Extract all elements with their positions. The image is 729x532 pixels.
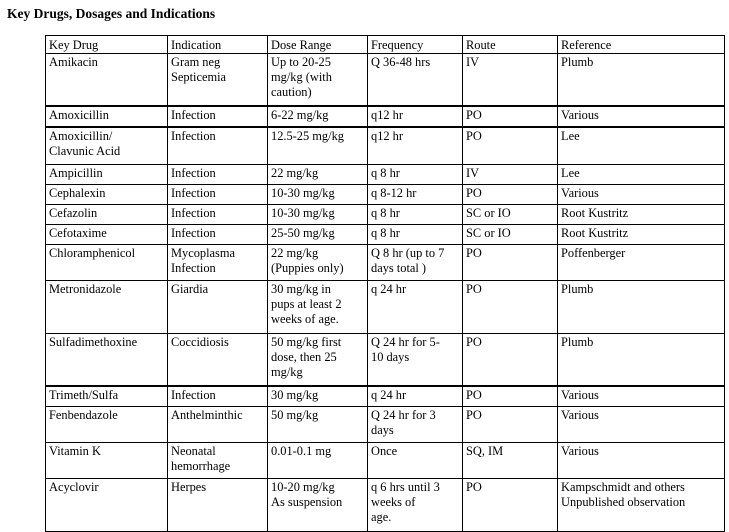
- cell-text: Q 24 hr for 5- 10 days: [371, 335, 440, 364]
- cell-text: Coccidiosis: [171, 335, 229, 349]
- cell-text: q12 hr: [371, 129, 404, 143]
- cell-drug: [46, 54, 168, 107]
- cell-dose: [268, 407, 368, 443]
- cell-text: Q 36-48 hrs: [371, 55, 431, 69]
- cell-drug: [46, 165, 168, 185]
- cell-indication: [168, 225, 268, 245]
- cell-text: Root Kustritz: [561, 226, 629, 240]
- cell-frequency: [368, 334, 463, 387]
- cell-dose: [268, 54, 368, 107]
- cell-text: q 8 hr: [371, 226, 400, 240]
- cell-drug: [46, 443, 168, 479]
- cell-text: 30 mg/kg: [271, 388, 319, 402]
- table-row: [46, 205, 725, 225]
- cell-reference: [558, 225, 725, 245]
- cell-frequency: [368, 479, 463, 532]
- cell-text: Root Kustritz: [561, 206, 629, 220]
- cell-text: Poffenberger: [561, 246, 626, 260]
- cell-text: Vitamin K: [49, 444, 101, 458]
- cell-text: q 8 hr: [371, 206, 400, 220]
- table-row: [46, 127, 725, 165]
- cell-text: Gram neg Septicemia: [171, 55, 227, 84]
- table-body: [46, 54, 725, 532]
- cell-indication: [168, 205, 268, 225]
- cell-text: q 24 hr: [371, 282, 407, 296]
- cell-text: IV: [466, 55, 480, 69]
- cell-text: Lee: [561, 166, 580, 180]
- cell-route: [463, 54, 558, 107]
- cell-text: 10-30 mg/kg: [271, 206, 335, 220]
- drug-table: [45, 35, 725, 532]
- cell-text: Herpes: [171, 480, 207, 494]
- cell-text: 10-20 mg/kg As suspension: [271, 480, 343, 509]
- cell-text: Q 24 hr for 3 days: [371, 408, 436, 437]
- cell-text: Various: [561, 408, 599, 422]
- page-title: Key Drugs, Dosages and Indications: [7, 6, 216, 21]
- header-indication: Indication: [168, 36, 268, 54]
- cell-text: Infection: [171, 129, 216, 143]
- cell-reference: [558, 205, 725, 225]
- table-header-row: [46, 36, 725, 54]
- cell-text: q 8 hr: [371, 166, 400, 180]
- cell-indication: [168, 479, 268, 532]
- cell-text: 50 mg/kg: [271, 408, 319, 422]
- cell-text: 50 mg/kg first dose, then 25 mg/kg: [271, 335, 342, 379]
- cell-reference: [558, 281, 725, 334]
- cell-indication: [168, 165, 268, 185]
- cell-text: PO: [466, 480, 482, 494]
- cell-drug: [46, 407, 168, 443]
- cell-reference: [558, 407, 725, 443]
- cell-text: Infection: [171, 186, 216, 200]
- cell-drug: [46, 281, 168, 334]
- cell-text: Infection: [171, 166, 216, 180]
- cell-text: q 24 hr: [371, 388, 407, 402]
- cell-text: Neonatal hemorrhage: [171, 444, 231, 473]
- cell-frequency: [368, 386, 463, 407]
- cell-route: [463, 205, 558, 225]
- cell-text: Mycoplasma Infection: [171, 246, 236, 275]
- cell-drug: [46, 127, 168, 165]
- table-row: [46, 185, 725, 205]
- cell-route: [463, 281, 558, 334]
- cell-text: Amoxicillin: [49, 108, 109, 122]
- cell-frequency: [368, 165, 463, 185]
- cell-drug: [46, 334, 168, 387]
- cell-frequency: [368, 407, 463, 443]
- cell-text: Various: [561, 108, 599, 122]
- cell-text: Various: [561, 186, 599, 200]
- cell-dose: [268, 334, 368, 387]
- cell-text: Amikacin: [49, 55, 98, 69]
- cell-text: Infection: [171, 226, 216, 240]
- cell-text: q 8-12 hr: [371, 186, 417, 200]
- cell-dose: [268, 225, 368, 245]
- table-row: [46, 479, 725, 532]
- cell-frequency: [368, 245, 463, 281]
- cell-text: Cefotaxime: [49, 226, 107, 240]
- cell-text: Various: [561, 444, 599, 458]
- cell-text: Plumb: [561, 282, 594, 296]
- cell-frequency: [368, 185, 463, 205]
- cell-route: [463, 185, 558, 205]
- table-row: [46, 245, 725, 281]
- header-frequency: Frequency: [368, 36, 463, 54]
- cell-text: PO: [466, 129, 482, 143]
- cell-frequency: [368, 281, 463, 334]
- cell-indication: [168, 443, 268, 479]
- cell-text: 22 mg/kg (Puppies only): [271, 246, 344, 275]
- cell-text: PO: [466, 282, 482, 296]
- cell-frequency: [368, 225, 463, 245]
- cell-text: q 6 hrs until 3 weeks of age.: [371, 480, 440, 524]
- cell-drug: [46, 225, 168, 245]
- cell-reference: [558, 54, 725, 107]
- table-row: [46, 386, 725, 407]
- cell-indication: [168, 407, 268, 443]
- cell-route: [463, 165, 558, 185]
- cell-text: 10-30 mg/kg: [271, 186, 335, 200]
- cell-text: Ampicillin: [49, 166, 103, 180]
- cell-text: PO: [466, 335, 482, 349]
- cell-text: Acyclovir: [49, 480, 99, 494]
- table-row: [46, 165, 725, 185]
- header-key-drug: Key Drug: [46, 36, 168, 54]
- cell-text: Up to 20-25 mg/kg (with caution): [271, 55, 332, 99]
- cell-route: [463, 127, 558, 165]
- cell-dose: [268, 245, 368, 281]
- cell-frequency: [368, 54, 463, 107]
- cell-text: Infection: [171, 108, 216, 122]
- cell-text: 12.5-25 mg/kg: [271, 129, 344, 143]
- table-row: [46, 334, 725, 387]
- table-row: [46, 281, 725, 334]
- cell-dose: [268, 185, 368, 205]
- cell-indication: [168, 106, 268, 127]
- cell-drug: [46, 106, 168, 127]
- cell-indication: [168, 386, 268, 407]
- cell-indication: [168, 54, 268, 107]
- cell-text: Cephalexin: [49, 186, 106, 200]
- cell-drug: [46, 185, 168, 205]
- header-reference: Reference: [558, 36, 725, 54]
- cell-text: 22 mg/kg: [271, 166, 319, 180]
- cell-drug: [46, 245, 168, 281]
- cell-text: Kampschmidt and others Unpublished observation: [561, 480, 686, 509]
- cell-route: [463, 245, 558, 281]
- cell-dose: [268, 127, 368, 165]
- cell-reference: [558, 185, 725, 205]
- cell-dose: [268, 386, 368, 407]
- cell-indication: [168, 185, 268, 205]
- cell-indication: [168, 281, 268, 334]
- cell-text: Lee: [561, 129, 580, 143]
- cell-reference: [558, 386, 725, 407]
- cell-text: Anthelminthic: [171, 408, 243, 422]
- cell-text: 6-22 mg/kg: [271, 108, 329, 122]
- cell-text: Infection: [171, 388, 216, 402]
- cell-text: Infection: [171, 206, 216, 220]
- cell-text: Giardia: [171, 282, 209, 296]
- cell-route: [463, 225, 558, 245]
- cell-reference: [558, 127, 725, 165]
- header-dose-range: Dose Range: [268, 36, 368, 54]
- cell-text: 0.01-0.1 mg: [271, 444, 332, 458]
- cell-route: [463, 479, 558, 532]
- cell-text: Amoxicillin/ Clavunic Acid: [49, 129, 121, 158]
- cell-reference: [558, 334, 725, 387]
- cell-text: Plumb: [561, 55, 594, 69]
- cell-reference: [558, 245, 725, 281]
- cell-dose: [268, 165, 368, 185]
- cell-text: SQ, IM: [466, 444, 504, 458]
- cell-dose: [268, 443, 368, 479]
- cell-text: Cefazolin: [49, 206, 98, 220]
- cell-text: 30 mg/kg in pups at least 2 weeks of age.: [271, 282, 342, 326]
- cell-text: Q 8 hr (up to 7 days total ): [371, 246, 445, 275]
- cell-text: PO: [466, 108, 482, 122]
- cell-frequency: [368, 205, 463, 225]
- cell-route: [463, 407, 558, 443]
- cell-text: Trimeth/Sulfa: [49, 388, 119, 402]
- cell-frequency: [368, 106, 463, 127]
- cell-text: Plumb: [561, 335, 594, 349]
- cell-route: [463, 386, 558, 407]
- cell-drug: [46, 479, 168, 532]
- cell-text: Once: [371, 444, 398, 458]
- cell-route: [463, 106, 558, 127]
- cell-text: Sulfadimethoxine: [49, 335, 138, 349]
- cell-text: q12 hr: [371, 108, 404, 122]
- table-row: [46, 54, 725, 107]
- cell-indication: [168, 334, 268, 387]
- cell-dose: [268, 479, 368, 532]
- cell-text: Fenbendazole: [49, 408, 118, 422]
- cell-drug: [46, 386, 168, 407]
- cell-route: [463, 334, 558, 387]
- table-row: [46, 443, 725, 479]
- table-row: [46, 106, 725, 127]
- cell-text: Various: [561, 388, 599, 402]
- cell-reference: [558, 106, 725, 127]
- cell-reference: [558, 165, 725, 185]
- cell-frequency: [368, 443, 463, 479]
- cell-route: [463, 443, 558, 479]
- cell-text: PO: [466, 408, 482, 422]
- table-row: [46, 225, 725, 245]
- cell-frequency: [368, 127, 463, 165]
- cell-text: Metronidazole: [49, 282, 122, 296]
- cell-text: PO: [466, 186, 482, 200]
- cell-text: SC or IO: [466, 226, 511, 240]
- cell-dose: [268, 106, 368, 127]
- cell-text: SC or IO: [466, 206, 511, 220]
- cell-drug: [46, 205, 168, 225]
- cell-reference: [558, 443, 725, 479]
- cell-indication: [168, 127, 268, 165]
- cell-dose: [268, 281, 368, 334]
- header-route: Route: [463, 36, 558, 54]
- cell-dose: [268, 205, 368, 225]
- cell-reference: [558, 479, 725, 532]
- cell-text: 25-50 mg/kg: [271, 226, 335, 240]
- cell-text: Chloramphenicol: [49, 246, 136, 260]
- cell-text: IV: [466, 166, 480, 180]
- cell-indication: [168, 245, 268, 281]
- cell-text: PO: [466, 246, 482, 260]
- table-row: [46, 407, 725, 443]
- cell-text: PO: [466, 388, 482, 402]
